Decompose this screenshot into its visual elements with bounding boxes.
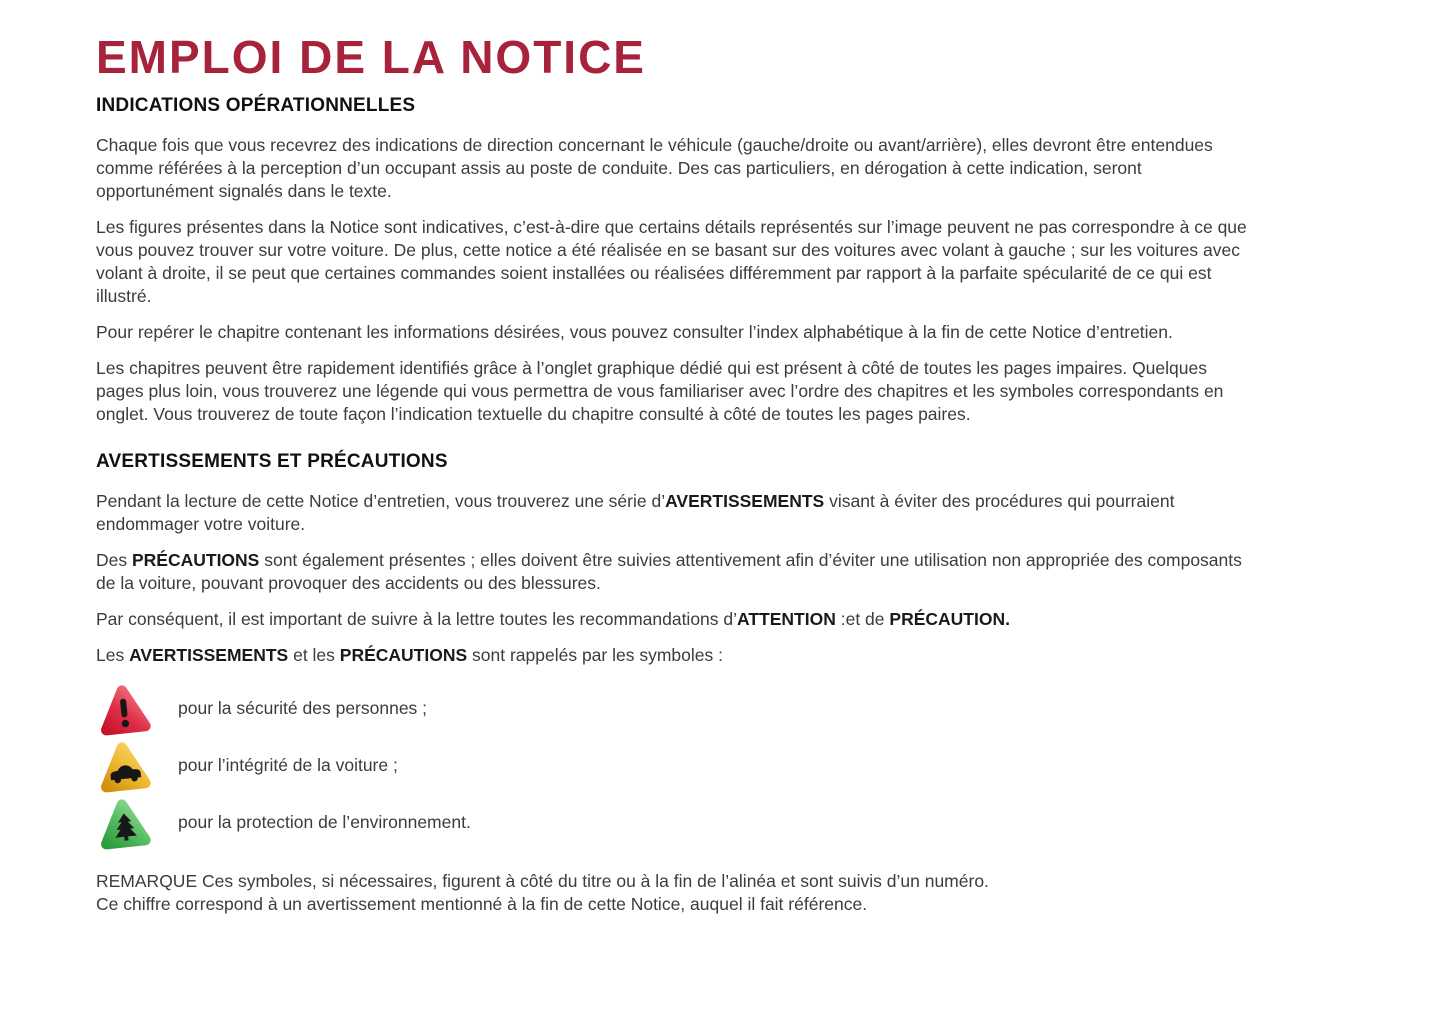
- bold-term-precautions: PRÉCAUTIONS: [339, 644, 468, 665]
- section-heading-operational: INDICATIONS OPÉRATIONNELLES: [96, 95, 416, 116]
- symbol-row-car-integrity: [96, 737, 1254, 794]
- warning-symbols-legend: [96, 680, 1254, 851]
- paragraph-onglet-graphique: Les chapitres peuvent être rapidement identifiés grâce à l’onglet graphique dédié qui est présent à côté de toutes les pages impaires. Quelques pages plus loin, vous trouverez une légende qui vous permettra de vous familiariser avec l’ordre des chapitres et les symboles correspondants en onglet. Vous trouverez de toute façon l’indication textuelle du chapitre consulté à côté de toutes les pages paires.: [96, 357, 1224, 424]
- paragraph-avertissements: [96, 490, 1254, 536]
- bold-term-precautions: PRÉCAUTIONS: [131, 549, 260, 570]
- paragraph-segment: Des: [96, 549, 132, 570]
- environment-protection-triangle-icon: [96, 794, 152, 851]
- paragraph-segment: et les: [288, 644, 340, 665]
- paragraph-recommandations: [96, 608, 1254, 631]
- paragraph-segment: sont également présentes ; elles doivent être suivies attentivement afin d’éviter une utilisation non appropriée des composants de la voiture, pouvant provoquer des accidents ou des blessures.: [96, 549, 1242, 593]
- paragraph-segment: Par conséquent, il est important de suivre à la lettre toutes les recommandations d’: [96, 608, 738, 629]
- paragraph-index-alphabetique: Pour repérer le chapitre contenant les informations désirées, vous pouvez consulter l’index alphabétique à la fin de cette Notice d’entretien.: [96, 321, 1173, 342]
- paragraph-segment: visant à éviter des procédures qui pourraient endommager votre voiture.: [96, 490, 1175, 534]
- paragraph-precautions: [96, 549, 1254, 595]
- bold-term-attention: ATTENTION: [737, 608, 836, 629]
- paragraph-segment: sont rappelés par les symboles :: [467, 644, 723, 665]
- paragraph-remarque: [96, 870, 1254, 916]
- bold-term-avertissements: AVERTISSEMENTS: [129, 644, 289, 665]
- paragraph-figures-indicatives: Les figures présentes dans la Notice sont indicatives, c’est-à-dire que certains détails représentés sur l’image peuvent ne pas correspondre à ce que vous pouvez trouver sur votre voiture. De plus, cette notice a été réalisée en se basant sur des voitures avec volant à gauche ; sur les voitures avec volant à droite, il se peut que certaines commandes soient installées ou réalisées différemment par rapport à la parfaite spécularité de ce qui est illustré.: [96, 216, 1247, 306]
- bold-term-precaution: PRÉCAUTION: [889, 608, 1006, 629]
- person-safety-warning-triangle-icon: [96, 680, 152, 737]
- paragraph-segment: Les: [96, 644, 130, 665]
- remark-line-2: Ce chiffre correspond à un avertissement mentionné à la fin de cette Notice, auquel il fait référence.: [96, 893, 868, 914]
- page-title: EMPLOI DE LA NOTICE: [96, 31, 646, 83]
- remark-line-1: REMARQUE Ces symboles, si nécessaires, figurent à côté du titre ou à la fin de l’alinéa et sont suivis d’un numéro.: [96, 870, 989, 891]
- symbol-label-person-safety: pour la sécurité des personnes ;: [178, 697, 428, 718]
- car-integrity-warning-triangle-icon: [96, 737, 152, 794]
- paragraph-segment: Pendant la lecture de cette Notice d’entretien, vous trouverez une série d’: [96, 490, 666, 511]
- symbol-row-person-safety: [96, 680, 1254, 737]
- paragraph-symboles-intro: [96, 644, 1254, 667]
- paragraph-direction-indications: Chaque fois que vous recevrez des indications de direction concernant le véhicule (gauche/droite ou avant/arrière), elles devront être entendues comme référées à la perception d’un occupant assis au poste de conduite. Des cas particuliers, en dérogation à cette indication, seront opportunément signalés dans le texte.: [96, 134, 1213, 201]
- section-heading-warnings: AVERTISSEMENTS ET PRÉCAUTIONS: [96, 450, 448, 472]
- symbol-label-environment: pour la protection de l’environnement.: [178, 811, 471, 832]
- symbol-label-car-integrity: pour l’intégrité de la voiture ;: [178, 754, 398, 775]
- bold-term-avertissements: AVERTISSEMENTS: [665, 490, 825, 511]
- paragraph-segment: .: [1005, 608, 1010, 629]
- paragraph-segment: :et de: [835, 608, 890, 629]
- symbol-row-environment: [96, 794, 1254, 851]
